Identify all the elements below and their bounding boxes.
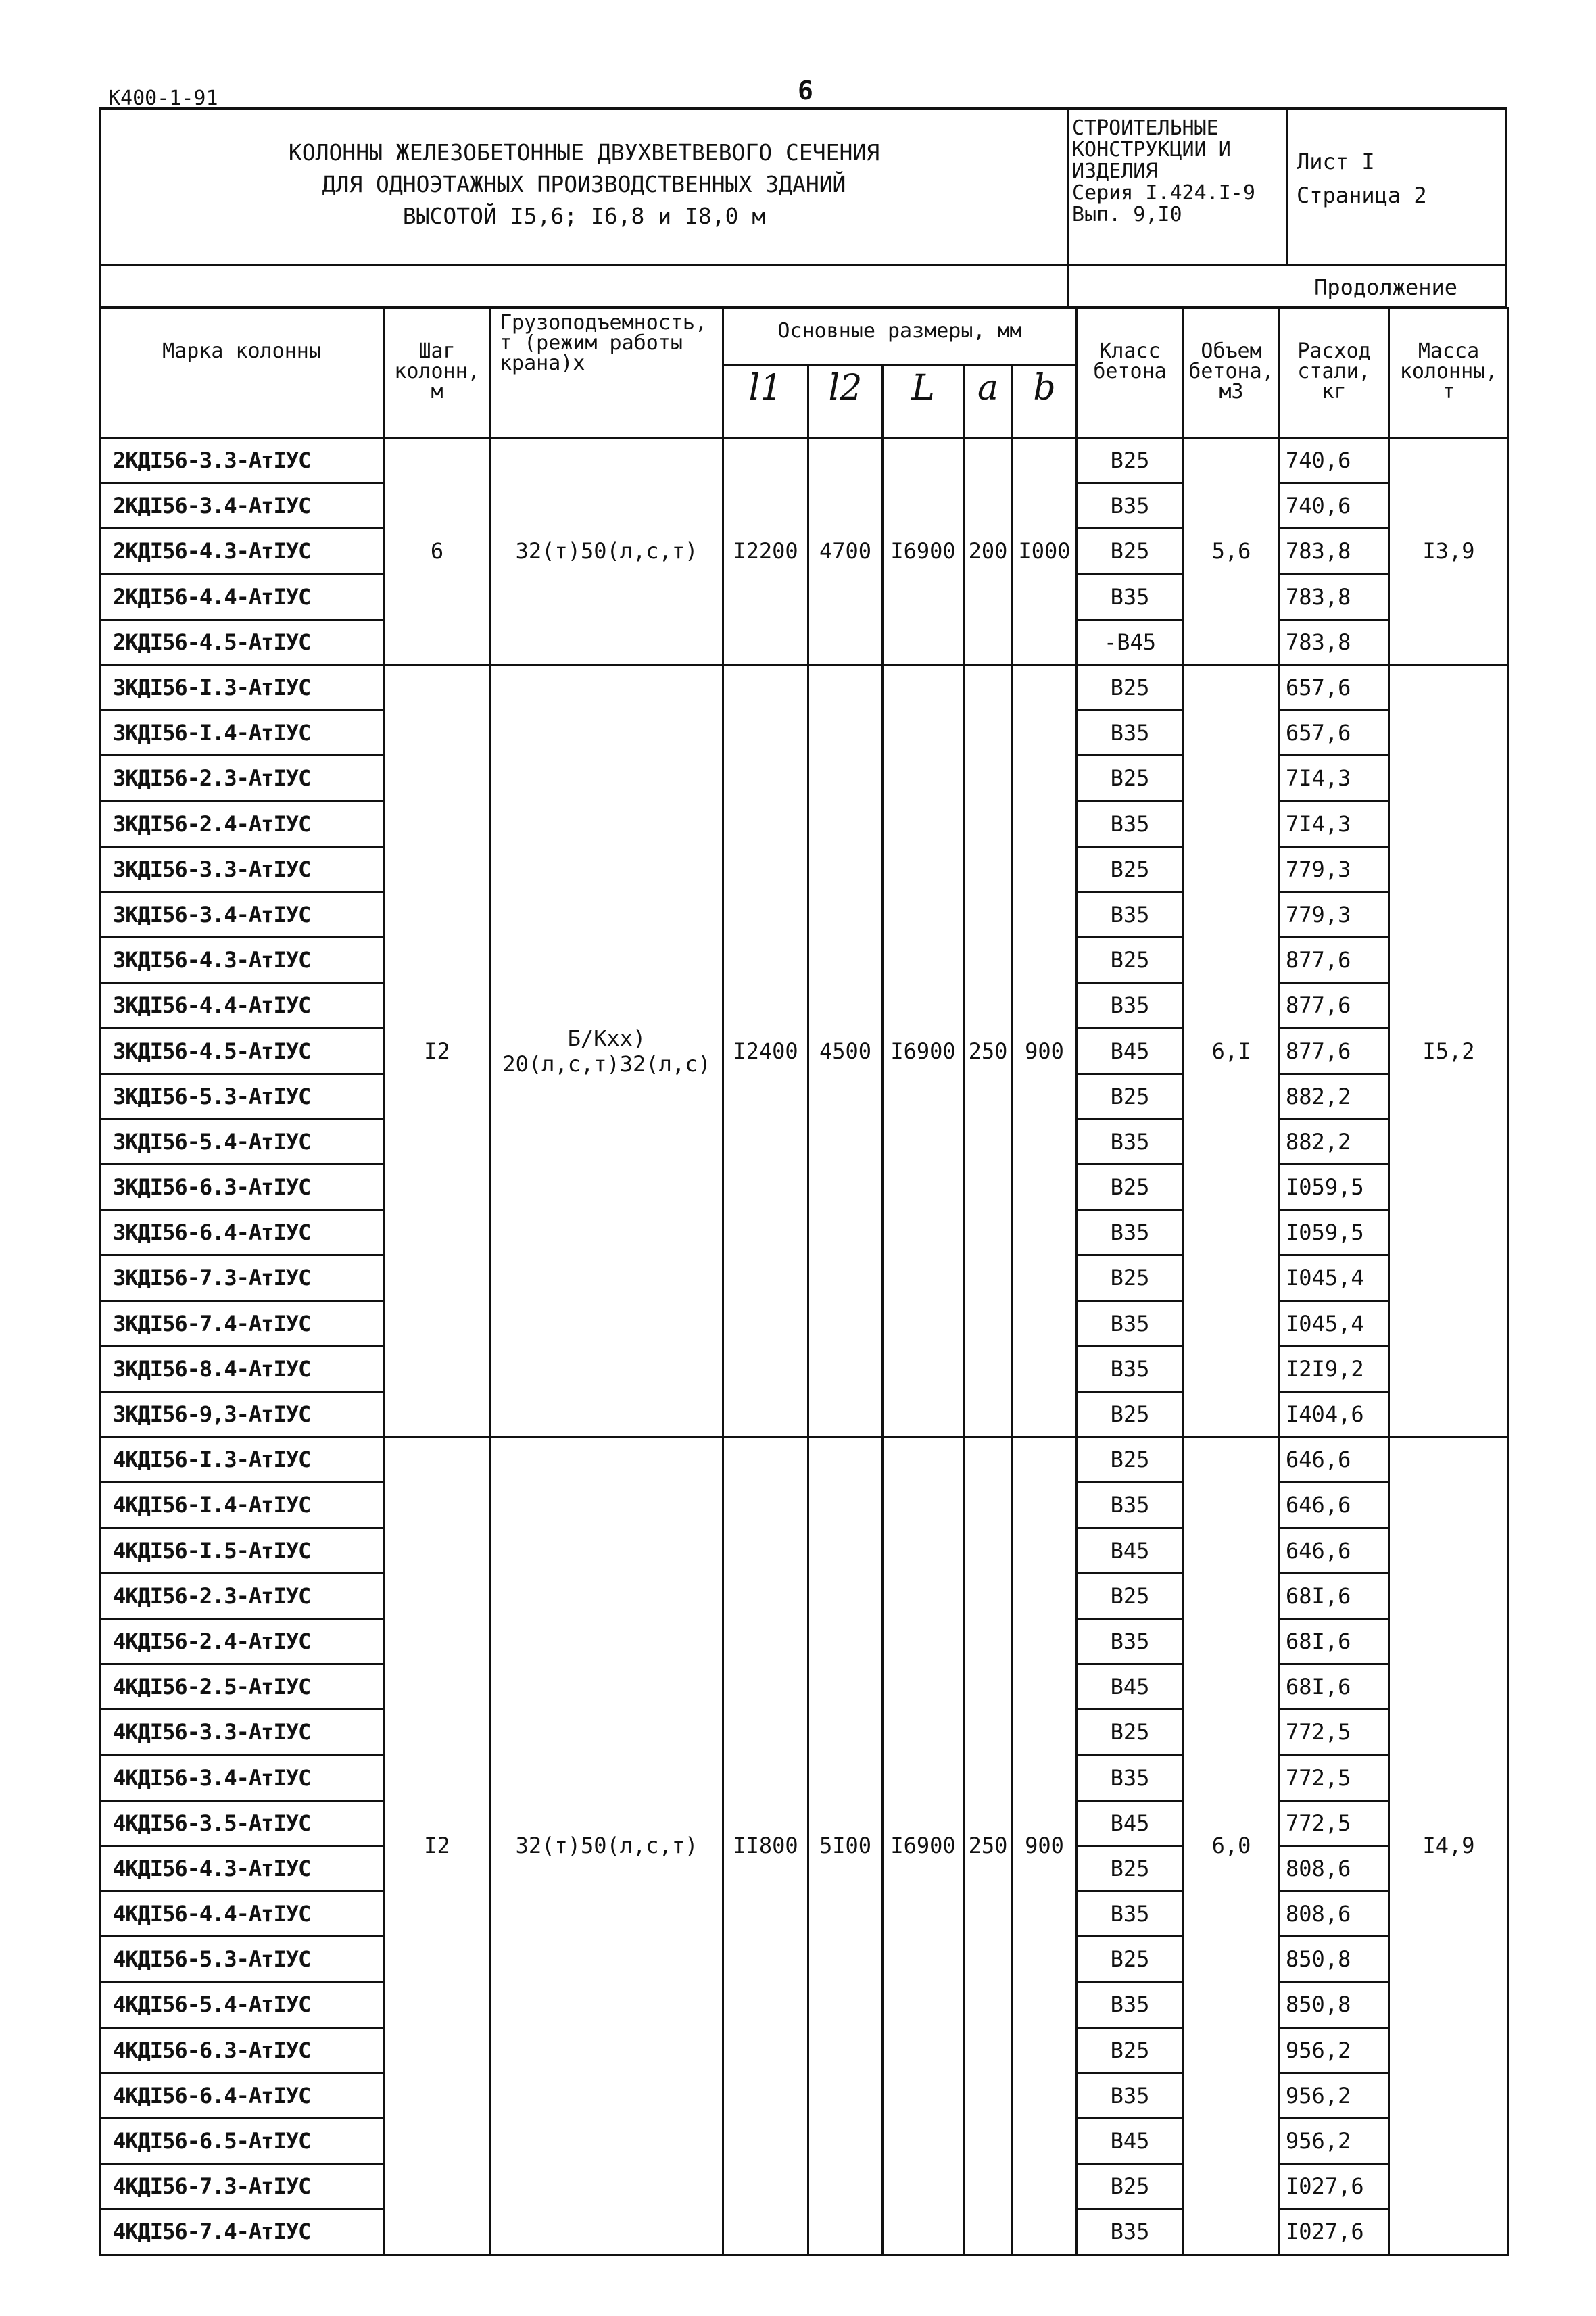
title-line: ВЫСОТОЙ I5,6; I6,8 и I8,0 м bbox=[402, 203, 766, 229]
concrete-class: В25 bbox=[1077, 1437, 1184, 1482]
concrete-class: В25 bbox=[1077, 665, 1184, 710]
concrete-class: В35 bbox=[1077, 710, 1184, 756]
column-mark: 3КДI56-5.3-АтIУС bbox=[100, 1073, 384, 1119]
column-mark: 3КДI56-4.4-АтIУС bbox=[100, 983, 384, 1028]
concrete-class: В25 bbox=[1077, 938, 1184, 983]
steel-consumption: 882,2 bbox=[1280, 1073, 1389, 1119]
column-mark: 3КДI56-I.4-АтIУС bbox=[100, 710, 384, 756]
sheet-line: Лист I bbox=[1297, 149, 1375, 174]
steel-consumption: I045,4 bbox=[1280, 1301, 1389, 1346]
table-row bbox=[100, 438, 1509, 483]
dim-L: I6900 bbox=[883, 1437, 964, 2254]
divider bbox=[1067, 266, 1069, 306]
steel-consumption: 956,2 bbox=[1280, 2118, 1389, 2163]
concrete-class: -В45 bbox=[1077, 619, 1184, 665]
column-mark: 4КДI56-3.4-АтIУС bbox=[100, 1755, 384, 1800]
series-line: КОНСТРУКЦИИ И bbox=[1072, 138, 1231, 162]
column-mark: 4КДI56-7.3-АтIУС bbox=[100, 2164, 384, 2209]
column-mark: 3КДI56-2.3-АтIУС bbox=[100, 756, 384, 801]
steel-consumption: 850,8 bbox=[1280, 1937, 1389, 1982]
column-step: I2 bbox=[384, 1437, 491, 2254]
concrete-class: В25 bbox=[1077, 1937, 1184, 1982]
column-mark: 3КДI56-7.3-АтIУС bbox=[100, 1255, 384, 1301]
table-row bbox=[100, 665, 1509, 710]
columns-table bbox=[99, 307, 1509, 2256]
steel-consumption: 646,6 bbox=[1280, 1482, 1389, 1528]
crane-type-note: Б/Кхх) bbox=[567, 1025, 646, 1051]
series-line: СТРОИТЕЛЬНЫЕ bbox=[1072, 116, 1219, 140]
col-header-b: b bbox=[1013, 365, 1077, 438]
concrete-class: В35 bbox=[1077, 801, 1184, 846]
dim-b: I000 bbox=[1013, 438, 1077, 665]
steel-consumption: 877,6 bbox=[1280, 1028, 1389, 1073]
steel-consumption: 882,2 bbox=[1280, 1119, 1389, 1164]
col-header-l2: l2 bbox=[808, 365, 883, 438]
document-title bbox=[101, 137, 1067, 232]
dim-a: 200 bbox=[964, 438, 1013, 665]
title-line: ДЛЯ ОДНОЭТАЖНЫХ ПРОИЗВОДСТВЕННЫХ ЗДАНИЙ bbox=[322, 171, 846, 197]
concrete-class: В25 bbox=[1077, 1573, 1184, 1618]
concrete-class: В25 bbox=[1077, 1710, 1184, 1755]
column-mark: 3КДI56-8.4-АтIУС bbox=[100, 1346, 384, 1391]
concrete-volume: 5,6 bbox=[1184, 438, 1280, 665]
column-mark: 4КДI56-2.5-АтIУС bbox=[100, 1664, 384, 1710]
header-row bbox=[100, 308, 1509, 365]
column-mass: I5,2 bbox=[1389, 665, 1509, 1437]
steel-consumption: 646,6 bbox=[1280, 1437, 1389, 1482]
col-header-dimensions: Основные размеры, мм bbox=[723, 308, 1077, 365]
column-mass: I3,9 bbox=[1389, 438, 1509, 665]
column-mark: 4КДI56-6.3-АтIУС bbox=[100, 2027, 384, 2073]
concrete-class: В35 bbox=[1077, 574, 1184, 619]
steel-consumption: I2I9,2 bbox=[1280, 1346, 1389, 1391]
concrete-class: В25 bbox=[1077, 2027, 1184, 2073]
col-header-l1: l1 bbox=[723, 365, 808, 438]
column-mark: 3КДI56-7.4-АтIУС bbox=[100, 1301, 384, 1346]
column-mark: 4КДI56-5.4-АтIУС bbox=[100, 1982, 384, 2027]
crane-capacity bbox=[491, 438, 723, 665]
series-line: ИЗДЕЛИЯ bbox=[1072, 160, 1158, 183]
column-mark: 3КДI56-4.5-АтIУС bbox=[100, 1028, 384, 1073]
dim-a: 250 bbox=[964, 665, 1013, 1437]
concrete-class: В45 bbox=[1077, 1028, 1184, 1073]
dim-l2: 5I00 bbox=[808, 1437, 883, 2254]
dim-b: 900 bbox=[1013, 1437, 1077, 2254]
divider bbox=[1286, 110, 1288, 264]
concrete-class: В35 bbox=[1077, 1891, 1184, 1937]
column-mark: 3КДI56-4.3-АтIУС bbox=[100, 938, 384, 983]
table-body bbox=[100, 438, 1509, 2255]
column-mark: 4КДI56-2.3-АтIУС bbox=[100, 1573, 384, 1618]
steel-consumption: 7I4,3 bbox=[1280, 756, 1389, 801]
steel-consumption: 68I,6 bbox=[1280, 1573, 1389, 1618]
column-mark: 4КДI56-6.4-АтIУС bbox=[100, 2073, 384, 2118]
column-mark: 4КДI56-I.3-АтIУС bbox=[100, 1437, 384, 1482]
concrete-class: В35 bbox=[1077, 2209, 1184, 2254]
page-number: 6 bbox=[798, 76, 813, 105]
column-mark: 4КДI56-2.4-АтIУС bbox=[100, 1618, 384, 1664]
dim-a: 250 bbox=[964, 1437, 1013, 2254]
steel-consumption: 7I4,3 bbox=[1280, 801, 1389, 846]
concrete-class: В25 bbox=[1077, 438, 1184, 483]
col-header-L: L bbox=[883, 365, 964, 438]
concrete-class: В35 bbox=[1077, 1346, 1184, 1391]
concrete-volume: 6,I bbox=[1184, 665, 1280, 1437]
col-header-capacity: Грузоподъемность, т (режим работы крана)х bbox=[491, 308, 723, 438]
divider bbox=[1067, 110, 1069, 264]
title-block bbox=[99, 107, 1507, 266]
concrete-class: В25 bbox=[1077, 1073, 1184, 1119]
concrete-class: В45 bbox=[1077, 1800, 1184, 1845]
steel-consumption: 772,5 bbox=[1280, 1755, 1389, 1800]
concrete-class: В45 bbox=[1077, 1528, 1184, 1573]
dim-l2: 4500 bbox=[808, 665, 883, 1437]
column-mark: 3КДI56-6.4-АтIУС bbox=[100, 1210, 384, 1255]
concrete-class: В35 bbox=[1077, 1755, 1184, 1800]
steel-consumption: 877,6 bbox=[1280, 938, 1389, 983]
column-mark: 2КДI56-4.3-АтIУС bbox=[100, 529, 384, 574]
col-header-mark: Марка колонны bbox=[100, 308, 384, 438]
steel-consumption: 783,8 bbox=[1280, 574, 1389, 619]
steel-consumption: 808,6 bbox=[1280, 1845, 1389, 1891]
column-mark: 3КДI56-5.4-АтIУС bbox=[100, 1119, 384, 1164]
col-header-steel: Расход стали, кг bbox=[1280, 308, 1389, 438]
concrete-class: В25 bbox=[1077, 756, 1184, 801]
column-mark: 4КДI56-6.5-АтIУС bbox=[100, 2118, 384, 2163]
column-mark: 2КДI56-3.4-АтIУС bbox=[100, 483, 384, 529]
sheet-info bbox=[1297, 145, 1427, 212]
dim-l2: 4700 bbox=[808, 438, 883, 665]
steel-consumption: 779,3 bbox=[1280, 846, 1389, 892]
crane-capacity bbox=[491, 1437, 723, 2254]
concrete-class: В35 bbox=[1077, 1301, 1184, 1346]
document-code: К400-1-91 bbox=[108, 87, 218, 110]
dim-l1: I2200 bbox=[723, 438, 808, 665]
col-header-volume: Объем бетона, м3 bbox=[1184, 308, 1280, 438]
concrete-class: В45 bbox=[1077, 1664, 1184, 1710]
steel-consumption: 877,6 bbox=[1280, 983, 1389, 1028]
steel-consumption: I059,5 bbox=[1280, 1210, 1389, 1255]
steel-consumption: 956,2 bbox=[1280, 2073, 1389, 2118]
column-step: I2 bbox=[384, 665, 491, 1437]
crane-capacity bbox=[491, 665, 723, 1437]
concrete-class: В35 bbox=[1077, 1618, 1184, 1664]
steel-consumption: I027,6 bbox=[1280, 2164, 1389, 2209]
capacity-value: 20(л,с,т)32(л,с) bbox=[502, 1051, 711, 1077]
steel-consumption: 808,6 bbox=[1280, 1891, 1389, 1937]
col-header-class: Класс бетона bbox=[1077, 308, 1184, 438]
concrete-class: В25 bbox=[1077, 1165, 1184, 1210]
col-header-mass: Масса колонны, т bbox=[1389, 308, 1509, 438]
dim-l1: I2400 bbox=[723, 665, 808, 1437]
steel-consumption: 740,6 bbox=[1280, 438, 1389, 483]
concrete-class: В25 bbox=[1077, 1391, 1184, 1437]
series-line: Вып. 9,I0 bbox=[1072, 203, 1182, 226]
column-mark: 4КДI56-I.4-АтIУС bbox=[100, 1482, 384, 1528]
steel-consumption: 956,2 bbox=[1280, 2027, 1389, 2073]
column-mass: I4,9 bbox=[1389, 1437, 1509, 2254]
concrete-class: В25 bbox=[1077, 1255, 1184, 1301]
steel-consumption: 772,5 bbox=[1280, 1710, 1389, 1755]
steel-consumption: I027,6 bbox=[1280, 2209, 1389, 2254]
steel-consumption: I045,4 bbox=[1280, 1255, 1389, 1301]
steel-consumption: 783,8 bbox=[1280, 529, 1389, 574]
col-header-step: Шаг колонн, м bbox=[384, 308, 491, 438]
column-mark: 2КДI56-4.4-АтIУС bbox=[100, 574, 384, 619]
concrete-class: В35 bbox=[1077, 983, 1184, 1028]
steel-consumption: 657,6 bbox=[1280, 665, 1389, 710]
column-mark: 4КДI56-I.5-АтIУС bbox=[100, 1528, 384, 1573]
steel-consumption: 850,8 bbox=[1280, 1982, 1389, 2027]
column-mark: 4КДI56-3.5-АтIУС bbox=[100, 1800, 384, 1845]
concrete-class: В35 bbox=[1077, 1482, 1184, 1528]
steel-consumption: 783,8 bbox=[1280, 619, 1389, 665]
dim-b: 900 bbox=[1013, 665, 1077, 1437]
title-line: КОЛОННЫ ЖЕЛЕЗОБЕТОННЫЕ ДВУХВЕТВЕВОГО СЕЧЕНИЯ bbox=[288, 139, 880, 166]
concrete-class: В35 bbox=[1077, 483, 1184, 529]
column-mark: 4КДI56-4.4-АтIУС bbox=[100, 1891, 384, 1937]
col-header-a: a bbox=[964, 365, 1013, 438]
dim-L: I6900 bbox=[883, 665, 964, 1437]
concrete-class: В25 bbox=[1077, 2164, 1184, 2209]
column-mark: 2КДI56-4.5-АтIУС bbox=[100, 619, 384, 665]
concrete-class: В25 bbox=[1077, 846, 1184, 892]
steel-consumption: 68I,6 bbox=[1280, 1618, 1389, 1664]
steel-consumption: I059,5 bbox=[1280, 1165, 1389, 1210]
column-mark: 4КДI56-5.3-АтIУС bbox=[100, 1937, 384, 1982]
steel-consumption: 68I,6 bbox=[1280, 1664, 1389, 1710]
column-mark: 4КДI56-3.3-АтIУС bbox=[100, 1710, 384, 1755]
dim-l1: II800 bbox=[723, 1437, 808, 2254]
column-mark: 3КДI56-I.3-АтIУС bbox=[100, 665, 384, 710]
column-step: 6 bbox=[384, 438, 491, 665]
concrete-class: В35 bbox=[1077, 2073, 1184, 2118]
continuation-row bbox=[99, 266, 1507, 308]
concrete-class: В35 bbox=[1077, 892, 1184, 937]
steel-consumption: I404,6 bbox=[1280, 1391, 1389, 1437]
sheet-line: Страница 2 bbox=[1297, 183, 1427, 208]
concrete-class: В35 bbox=[1077, 1119, 1184, 1164]
capacity-value: 32(т)50(л,с,т) bbox=[515, 538, 698, 564]
series-line: Серия I.424.I-9 bbox=[1072, 181, 1255, 205]
steel-consumption: 646,6 bbox=[1280, 1528, 1389, 1573]
concrete-class: В25 bbox=[1077, 529, 1184, 574]
series-info bbox=[1072, 118, 1255, 226]
steel-consumption: 657,6 bbox=[1280, 710, 1389, 756]
column-mark: 4КДI56-7.4-АтIУС bbox=[100, 2209, 384, 2254]
continuation-label: Продолжение bbox=[1314, 274, 1457, 300]
concrete-class: В25 bbox=[1077, 1845, 1184, 1891]
column-mark: 3КДI56-3.4-АтIУС bbox=[100, 892, 384, 937]
column-mark: 3КДI56-3.3-АтIУС bbox=[100, 846, 384, 892]
table-row bbox=[100, 1437, 1509, 1482]
concrete-class: В35 bbox=[1077, 1982, 1184, 2027]
steel-consumption: 740,6 bbox=[1280, 483, 1389, 529]
column-mark: 2КДI56-3.3-АтIУС bbox=[100, 438, 384, 483]
concrete-volume: 6,0 bbox=[1184, 1437, 1280, 2254]
capacity-value: 32(т)50(л,с,т) bbox=[515, 1833, 698, 1859]
concrete-class: В45 bbox=[1077, 2118, 1184, 2163]
concrete-class: В35 bbox=[1077, 1210, 1184, 1255]
column-mark: 3КДI56-6.3-АтIУС bbox=[100, 1165, 384, 1210]
column-mark: 4КДI56-4.3-АтIУС bbox=[100, 1845, 384, 1891]
steel-consumption: 772,5 bbox=[1280, 1800, 1389, 1845]
column-mark: 3КДI56-2.4-АтIУС bbox=[100, 801, 384, 846]
column-mark: 3КДI56-9,3-АтIУС bbox=[100, 1391, 384, 1437]
dim-L: I6900 bbox=[883, 438, 964, 665]
steel-consumption: 779,3 bbox=[1280, 892, 1389, 937]
